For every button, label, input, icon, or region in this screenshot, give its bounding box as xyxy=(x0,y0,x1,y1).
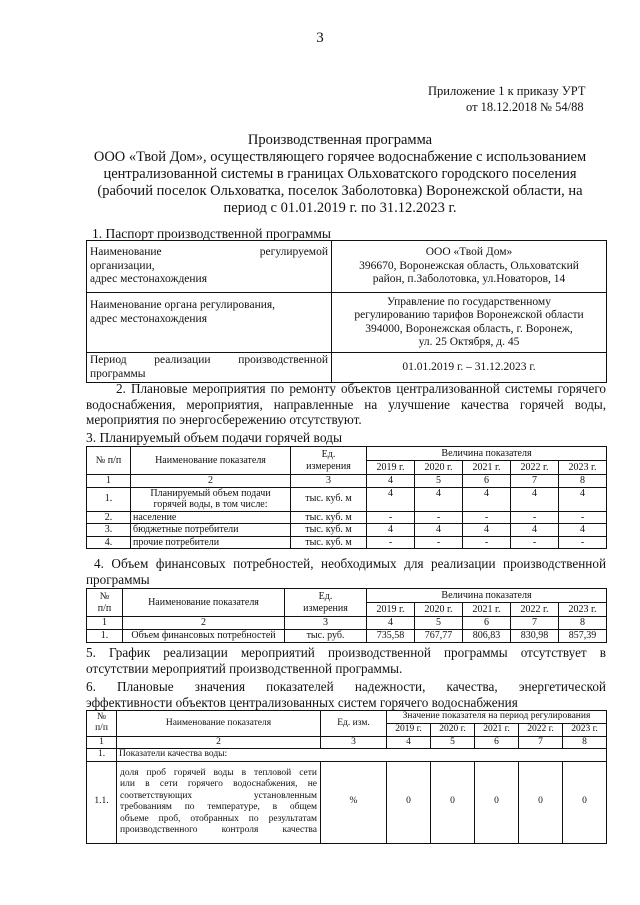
cell-value: - xyxy=(511,536,559,549)
column-number: 5 xyxy=(415,475,463,488)
cell-value: 4 xyxy=(367,524,415,537)
name-text: требованиям по температуре, в общем xyxy=(120,802,317,812)
name-text: производственного контроля качества xyxy=(120,825,317,835)
header-text: № xyxy=(96,711,107,722)
reliability-indicators-table xyxy=(86,710,607,844)
table-row xyxy=(87,761,607,843)
year-header: 2020 г. xyxy=(415,461,463,475)
row-number: 1. xyxy=(87,629,123,642)
cell-value: - xyxy=(415,511,463,524)
year-header: 2021 г. xyxy=(463,461,511,475)
column-header xyxy=(87,711,117,737)
cell-value: - xyxy=(463,511,511,524)
year-header: 2019 г. xyxy=(367,603,415,617)
column-number: 6 xyxy=(463,617,511,630)
passport-table xyxy=(86,240,607,383)
table-row xyxy=(87,293,607,353)
cell-value: - xyxy=(367,511,415,524)
column-number: 3 xyxy=(321,736,387,749)
cell-value: 4 xyxy=(559,524,607,537)
label-text: производственной xyxy=(238,354,328,366)
year-header: 2019 г. xyxy=(387,724,431,737)
table-row xyxy=(87,749,607,762)
passport-value: 01.01.2019 г. – 31.12.2023 г. xyxy=(332,353,607,383)
cell-value: 0 xyxy=(431,761,475,843)
paragraph-line: эффективности объектов централизованных систем горячего водоснабжения xyxy=(86,694,518,710)
row-unit: % xyxy=(321,761,387,843)
label-text: регулируемой xyxy=(259,246,328,259)
name-text: Планируемый объем подачи xyxy=(150,487,271,499)
column-number: 8 xyxy=(559,475,607,488)
row-number: 3. xyxy=(87,524,131,537)
cell-value: 0 xyxy=(519,761,563,843)
column-number: 6 xyxy=(463,475,511,488)
table-header-row xyxy=(87,589,607,603)
paragraph-line: 4. Объем финансовых потребностей, необходимых для реализации производственной xyxy=(94,556,606,571)
cell-value: 0 xyxy=(475,761,519,843)
row-unit: тыс. руб. xyxy=(285,629,367,642)
column-header: Наименование показателя xyxy=(117,711,321,737)
value-text: район, п.Заболотовка, ул.Новаторов, 14 xyxy=(372,273,566,286)
column-number: 2 xyxy=(123,617,285,630)
year-header: 2021 г. xyxy=(463,603,511,617)
paragraph-line: отсутствии мероприятий производственной программы. xyxy=(86,660,403,676)
value-text: Управление по государственному xyxy=(387,295,551,308)
page-number: 3 xyxy=(316,30,324,46)
cell-value: 4 xyxy=(463,524,511,537)
cell-value: 806,83 xyxy=(463,629,511,642)
cell-value: 4 xyxy=(415,524,463,537)
passport-label xyxy=(87,241,332,293)
column-header: Ед. изм. xyxy=(321,711,387,737)
label-text: Наименование xyxy=(90,246,162,259)
column-header: № п/п xyxy=(87,447,131,475)
year-header: 2019 г. xyxy=(367,461,415,475)
column-number: 5 xyxy=(431,736,475,749)
cell-value: 4 xyxy=(463,487,511,511)
column-number-row xyxy=(87,617,607,630)
row-name: Объем финансовых потребностей xyxy=(123,629,285,642)
label-text: программы xyxy=(90,367,146,380)
value-text: регулированию тарифов Воронежской области xyxy=(354,309,584,321)
column-number: 7 xyxy=(511,475,559,488)
table-row xyxy=(87,241,607,293)
cell-value: 4 xyxy=(367,487,415,511)
year-header: 2022 г. xyxy=(519,724,563,737)
paragraph-line: 5. График реализации мероприятий производственной программы отсутствует в xyxy=(86,645,606,660)
appendix-date: от 18.12.2018 № 54/88 xyxy=(466,100,584,114)
label-text: реализации xyxy=(154,354,211,366)
section-5-text xyxy=(86,645,606,676)
table-row xyxy=(87,511,607,524)
name-text: горячей воды, в том числе: xyxy=(153,499,268,510)
cell-value: 4 xyxy=(511,487,559,511)
cell-value: - xyxy=(367,536,415,549)
name-text: соответствующих установленным xyxy=(120,790,317,801)
appendix-line: Приложение 1 к приказу УРТ xyxy=(428,84,586,98)
column-number: 1 xyxy=(87,475,131,488)
column-header: Значение показателя на период регулирования xyxy=(387,711,607,724)
cell-value: 4 xyxy=(415,487,463,511)
column-number: 4 xyxy=(367,617,415,630)
table-header-row xyxy=(87,711,607,724)
year-header: 2020 г. xyxy=(431,724,475,737)
cell-value: 4 xyxy=(559,487,607,511)
column-header: Величина показателя xyxy=(367,589,607,603)
value-text: 396670, Воронежская область, Ольховатский xyxy=(359,259,579,272)
cell-value: - xyxy=(559,536,607,549)
cell-value: - xyxy=(415,536,463,549)
label-text: организации, xyxy=(90,259,155,272)
passport-label xyxy=(87,353,332,383)
financial-needs-table xyxy=(86,588,607,643)
row-number: 1. xyxy=(87,749,117,762)
column-number: 2 xyxy=(131,475,291,488)
section-4-heading xyxy=(86,556,606,587)
header-text: измерения xyxy=(303,602,348,614)
column-header xyxy=(291,447,367,475)
column-number: 5 xyxy=(415,617,463,630)
cell-value: 857,39 xyxy=(559,629,607,642)
cell-value: 0 xyxy=(563,761,607,843)
column-number: 6 xyxy=(475,736,519,749)
row-unit: тыс. куб. м xyxy=(291,536,367,549)
column-number: 3 xyxy=(285,617,367,630)
year-header: 2021 г. xyxy=(475,724,519,737)
row-number: 2. xyxy=(87,511,131,524)
row-number: 1.1. xyxy=(87,761,117,843)
row-unit: тыс. куб. м xyxy=(291,511,367,524)
label-text: Наименование органа регулирования, xyxy=(90,299,276,311)
year-header: 2022 г. xyxy=(511,603,559,617)
table-row xyxy=(87,629,607,642)
label-text: адрес местонахождения xyxy=(90,273,208,286)
title-line: централизованной системы в границах Ольховатского городского поселения xyxy=(103,166,577,182)
table-row xyxy=(87,353,607,383)
header-text: п/п xyxy=(97,602,112,614)
paragraph-line: мероприятия по энергосбережению отсутствуют. xyxy=(86,412,362,427)
year-header: 2020 г. xyxy=(415,603,463,617)
value-text: 394000, Воронежская область, г. Воронеж, xyxy=(365,322,573,335)
title-line: период с 01.01.2019 г. по 31.12.2023 г. xyxy=(223,200,457,216)
header-text: п/п xyxy=(95,723,108,734)
value-text: ООО «Твой Дом» xyxy=(425,246,513,259)
paragraph-line: программы xyxy=(86,571,150,587)
column-number: 8 xyxy=(563,736,607,749)
column-number: 7 xyxy=(511,617,559,630)
name-text: объеме проб, отобранных по результатам xyxy=(120,813,317,824)
cell-value: - xyxy=(559,511,607,524)
table-header-row xyxy=(87,447,607,461)
paragraph-line: 2. Плановые мероприятия по ремонту объектов централизованной системы горячего xyxy=(116,381,606,396)
table-row xyxy=(87,487,607,511)
section-2-text xyxy=(86,381,606,428)
column-number: 4 xyxy=(367,475,415,488)
year-header: 2023 г. xyxy=(559,461,607,475)
column-number: 8 xyxy=(559,617,607,630)
column-number: 3 xyxy=(291,475,367,488)
row-name: бюджетные потребители xyxy=(131,524,291,537)
column-header: Величина показателя xyxy=(367,447,607,461)
row-unit: тыс. куб. м xyxy=(291,487,367,511)
section-3-heading: 3. Планируемый объем подачи горячей воды xyxy=(86,430,343,445)
title-line: ООО «Твой Дом», осуществляющего горячее водоснабжение с использованием xyxy=(93,149,587,165)
passport-label xyxy=(87,293,332,353)
column-number-row xyxy=(87,475,607,488)
label-text: адрес местонахождения xyxy=(90,312,208,325)
table-row xyxy=(87,524,607,537)
supply-volume-table xyxy=(86,446,607,549)
row-number: 4. xyxy=(87,536,131,549)
column-number: 4 xyxy=(387,736,431,749)
column-header: Наименование показателя xyxy=(131,447,291,475)
row-name: прочие потребители xyxy=(131,536,291,549)
paragraph-line: 6. Плановые значения показателей надежности, качества, энергетической xyxy=(86,679,606,694)
value-text: ул. 25 Октября, д. 45 xyxy=(418,336,520,348)
column-header xyxy=(87,589,123,617)
cell-value: 0 xyxy=(387,761,431,843)
passport-value xyxy=(332,241,607,293)
year-header: 2022 г. xyxy=(511,461,559,475)
column-header: Наименование показателя xyxy=(123,589,285,617)
year-header: 2023 г. xyxy=(559,603,607,617)
cell-value: 735,58 xyxy=(367,629,415,642)
header-text: № xyxy=(99,591,110,602)
cell-value: - xyxy=(511,511,559,524)
header-text: Ед. xyxy=(318,591,333,602)
row-unit: тыс. куб. м xyxy=(291,524,367,537)
document-title xyxy=(80,132,600,217)
column-header xyxy=(285,589,367,617)
cell-value: - xyxy=(463,536,511,549)
appendix-note xyxy=(428,83,606,115)
label-text: Период xyxy=(90,354,127,366)
row-name: население xyxy=(131,511,291,524)
cell-value: 4 xyxy=(511,524,559,537)
row-name xyxy=(117,761,321,843)
name-text: доля проб горячей воды в тепловой сети xyxy=(120,767,317,778)
cell-value: 830,98 xyxy=(511,629,559,642)
cell-value: 767,77 xyxy=(415,629,463,642)
title-line: Производственная программа xyxy=(247,132,433,148)
row-number: 1. xyxy=(87,487,131,511)
table-row xyxy=(87,536,607,549)
section-1-heading: 1. Паспорт производственной программы xyxy=(92,226,331,241)
column-number: 2 xyxy=(117,736,321,749)
section-6-heading xyxy=(86,679,606,710)
column-number-row xyxy=(87,736,607,749)
name-text: или в сети горячего водоснабжения, не xyxy=(120,779,317,789)
header-text: Ед. xyxy=(321,449,336,460)
year-header: 2023 г. xyxy=(563,724,607,737)
title-line: (рабочий поселок Ольховатка, поселок Заболотовка) Воронежской области, на xyxy=(97,183,583,199)
passport-value xyxy=(332,293,607,353)
header-text: измерения xyxy=(306,460,351,472)
column-number: 7 xyxy=(519,736,563,749)
column-number: 1 xyxy=(87,617,123,630)
paragraph-line: водоснабжения, мероприятия, направленные на улучшение качества горячей воды, xyxy=(86,396,606,412)
group-name: Показатели качества воды: xyxy=(117,749,607,762)
column-number: 1 xyxy=(87,736,117,749)
row-name xyxy=(131,487,291,511)
